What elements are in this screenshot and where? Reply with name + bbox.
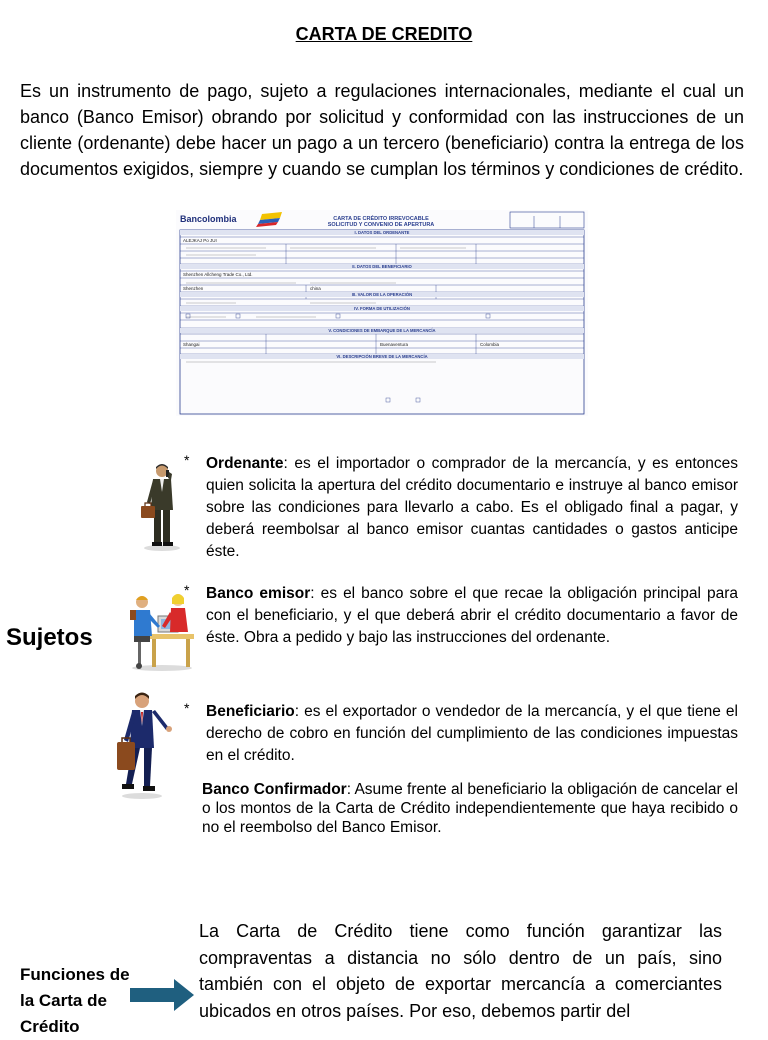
form-section-3: III. VALOR DE LA OPERACIÓN <box>351 292 413 297</box>
ordenante-text: : es el importador o comprador de la mercancía, y es entonces quien solicita la apertura del crédito documentario e instruye al banco emisor sobre las condiciones para llevarlo a cabo. Es el obligado final a pagar, y deberá reembolsar al banco emisor cuantas cantidades o gastos anticipe éste. <box>206 455 738 560</box>
banco-confirmador-text: : Asume frente al beneficiario la obligación de cancelar el o los montos de la Carta de Crédito independientemente que haya recibido o no el reembolso del Banco Emisor. <box>202 781 738 836</box>
beneficiario-figure <box>114 692 176 800</box>
beneficiario-text: : es el exportador o vendedor de la mercancía, y el que tiene el derecho de cobro en función del cumplimiento de las condiciones impuestas en el crédito. <box>206 703 738 764</box>
form-port-destination: Buenaventura <box>380 342 409 347</box>
banco-confirmador-definition <box>202 780 738 837</box>
bullet-star-3: * <box>184 700 190 716</box>
form-country: china <box>310 286 321 291</box>
beneficiario-term: Beneficiario <box>206 703 295 720</box>
funciones-label: Funciones de la Carta de Crédito <box>20 965 130 1036</box>
bullet-star-2: * <box>184 582 190 598</box>
beneficiario-definition <box>206 701 738 767</box>
ordenante-figure <box>138 462 184 552</box>
page-title: CARTA DE CREDITO <box>295 24 473 44</box>
form-section-5: V. CONDICIONES DE EMBARQUE DE LA MERCANCÍA <box>328 328 436 333</box>
credit-letter-form-image <box>176 210 588 416</box>
right-arrow-icon <box>130 978 196 1012</box>
bullet-star-1: * <box>184 452 190 468</box>
banco-emisor-definition <box>206 583 738 649</box>
banco-emisor-text: : es el banco sobre el que recae la obligación principal para con el beneficiario, y el que deberá abrir el crédito documentario a favor de éste. Obra a pedido y bajo las instrucciones del ordenante. <box>206 585 738 646</box>
form-city: Shenzhen <box>183 286 204 291</box>
banco-emisor-term: Banco emisor <box>206 585 311 602</box>
form-section-6: VI. DESCRIPCIÓN BREVE DE LA MERCANCÍA <box>336 354 428 359</box>
form-section-4: IV. FORMA DE UTILIZACIÓN <box>354 306 410 311</box>
intro-paragraph: Es un instrumento de pago, sujeto a regulaciones internacionales, mediante el cual un banco (Banco Emisor) obrando por solicitud y conformidad con las instrucciones de un cliente (ordenante) debe hacer un pago a un tercero (beneficiario) contra la entrega de los documentos exigidos, siempre y cuando se cumplan los términos y condiciones de crédito. <box>20 81 744 179</box>
form-applicant: ALEJKAJ Po JUI <box>183 238 217 243</box>
banco-emisor-figure <box>128 590 196 672</box>
funciones-paragraph: La Carta de Crédito tiene como función garantizar las compraventas a distancia no sólo dentro de un país, sino también con el objeto de exportar mercancía a comerciantes ubicados en otros países. Por eso, debemos partir del <box>199 921 722 1021</box>
bank-logo-text: Bancolombia <box>180 214 237 224</box>
form-country-destination: Colombia <box>480 342 500 347</box>
form-heading-1: CARTA DE CRÉDITO IRREVOCABLE <box>333 216 429 222</box>
form-beneficiary: Shenzhen Allcheng Trade Co., Ltd. <box>183 272 253 277</box>
ordenante-definition <box>206 453 738 563</box>
form-heading-2: SOLICITUD Y CONVENIO DE APERTURA <box>327 222 435 228</box>
ordenante-term: Ordenante <box>206 455 284 472</box>
sujetos-label: Sujetos <box>6 624 93 651</box>
form-section-1: I. DATOS DEL ORDENANTE <box>354 230 410 235</box>
form-port-origin: Shangai <box>183 342 200 347</box>
banco-confirmador-term: Banco Confirmador <box>202 781 347 798</box>
form-section-2: II. DATOS DEL BENEFICIARIO <box>352 264 412 269</box>
